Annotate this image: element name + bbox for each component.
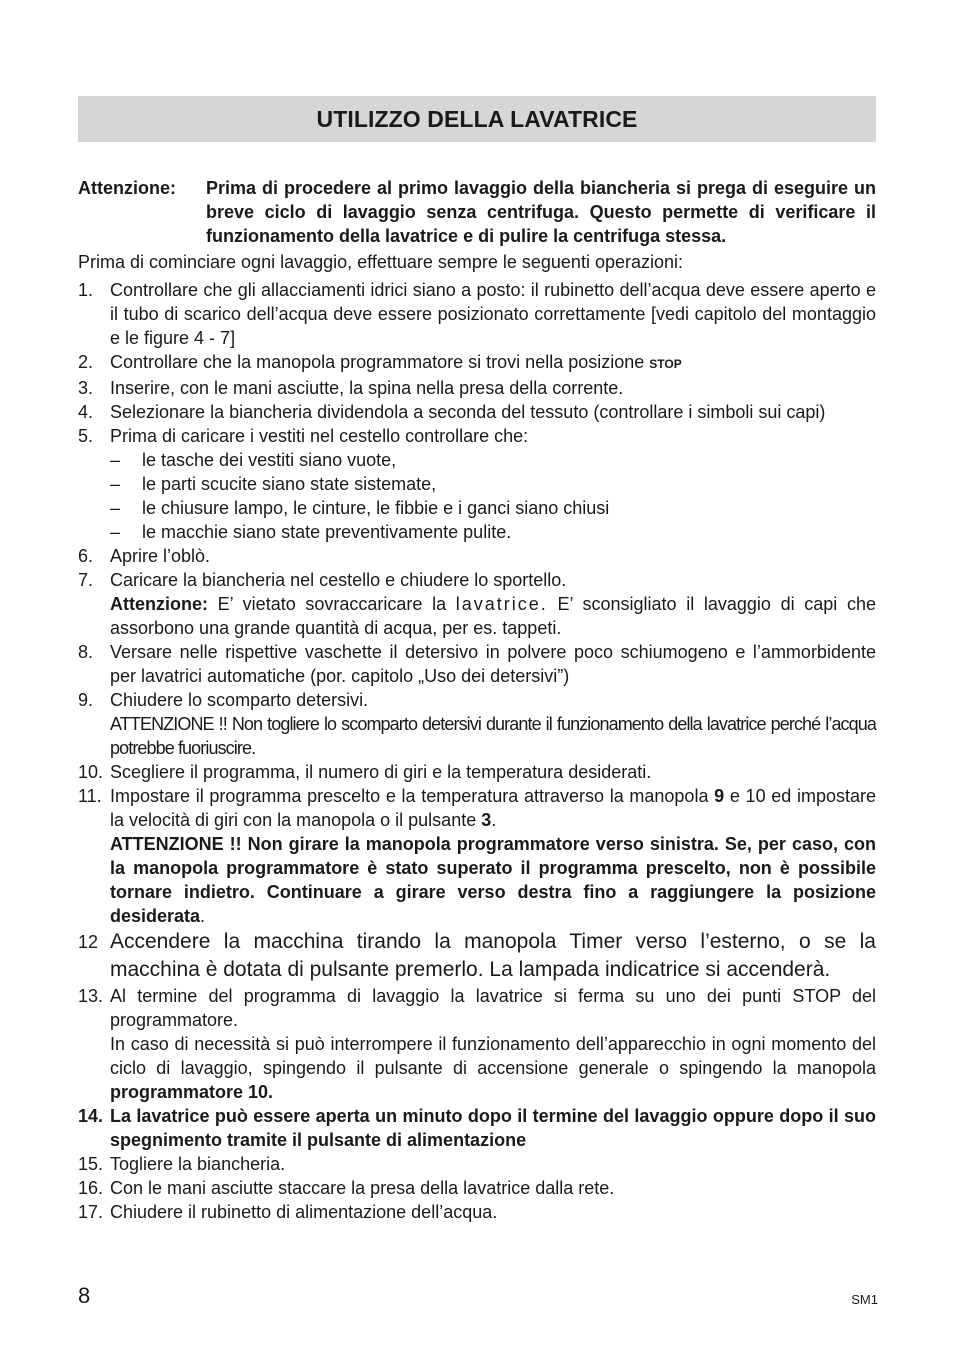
sub-list xyxy=(110,448,876,544)
steps-list xyxy=(78,278,876,1224)
list-item: 9. Chiudere lo scomparto detersivi. ATTENZIONE !! Non togliere lo scomparto detersivi durante il funzionamento della lavatrice perché l’acqua potrebbe fuoriuscire. xyxy=(78,690,876,758)
page-number: 8 xyxy=(78,1283,91,1308)
list-item: 8. Versare nelle rispettive vaschette il detersivo in polvere poco schiumogeno e l’ammorbidente per lavatrici automatiche (por. capitolo „Uso dei detersivi”) xyxy=(78,642,876,686)
list-item: 16. Con le mani asciutte staccare la presa della lavatrice dalla rete. xyxy=(78,1178,615,1198)
list-item: 17. Chiudere il rubinetto di alimentazione dell’acqua. xyxy=(78,1202,498,1222)
stop-label: STOP xyxy=(649,357,682,371)
warning-text: Prima di procedere al primo lavaggio della biancheria si prega di eseguire un breve ciclo di lavaggio senza centrifuga. Questo permette di verificare il funzionamento della lavatrice e di pulire la centrifuga stessa. xyxy=(206,178,876,246)
sub-list-item: – le parti scucite siano state sistemate, xyxy=(110,474,437,494)
sub-list-item: – le tasche dei vestiti siano vuote, xyxy=(110,450,397,470)
list-item: 2. Controllare che la manopola programmatore si trovi nella posizione STOP xyxy=(78,352,682,372)
title-bar xyxy=(78,96,876,142)
list-item: 12 Accendere la macchina tirando la manopola Timer verso l’esterno, o se la macchina è dotata di pulsante premerlo. La lampada indicatrice si accenderà. xyxy=(78,930,876,981)
list-item: 5. Prima di caricare i vestiti nel cestello controllare che: – le tasche dei vestiti siano vuote, – le parti scucite siano state sistemate, – le chiusure lampo, le cinture, le fibbie e i ganci siano chiusi – le macchie siano state preventivamente pulite. xyxy=(78,424,876,544)
list-item: 6. Aprire l’oblò. xyxy=(78,546,211,566)
list-item: 14. La lavatrice può essere aperta un minuto dopo il termine del lavaggio oppure dopo il suo spegnimento tramite il pulsante di alimentazione xyxy=(78,1106,876,1150)
step-13-note: In caso di necessità si può interrompere il funzionamento dell’apparecchio in ogni momento del ciclo di lavaggio, spingendo il pulsante di accensione generale o spingendo la manopola programmatore 10. xyxy=(110,1034,876,1102)
document-code: SM1 xyxy=(851,1292,878,1307)
step-7-note: Attenzione: E’ vietato sovraccaricare la lavatrice. E’ sconsigliato il lavaggio di capi che assorbono una grande quantità di acqua, per es. tappeti. xyxy=(110,594,877,638)
intro-text: Prima di cominciare ogni lavaggio, effettuare sempre le seguenti operazioni: xyxy=(78,252,684,272)
list-item: 13. Al termine del programma di lavaggio la lavatrice si ferma su uno dei punti STOP del programmatore. In caso di necessità si può interrompere il funzionamento dell’apparecchio in ogni momento del ciclo di lavaggio, spingendo il pulsante di accensione generale o spingendo la manopola programmatore 10. xyxy=(78,986,876,1102)
document-body xyxy=(78,176,876,1224)
sub-list-item: – le macchie siano state preventivamente pulite. xyxy=(110,522,512,542)
list-item: 11. Impostare il programma prescelto e la temperatura attraverso la manopola 9 e 10 ed impostare la velocità di giri con la manopola o il pulsante 3. ATTENZIONE !! Non girare la manopola programmatore verso sinistra. Se, per caso, con la manopola programmatore è stato superato il programma prescelto, non è possibile tornare indietro. Continuare a girare verso destra fino a raggiungere la posizione desiderata. xyxy=(78,786,877,926)
step-11-note: ATTENZIONE !! Non girare la manopola programmatore verso sinistra. Se, per caso, con la manopola programmatore è stato superato il programma prescelto, non è possibile tornare indietro. Continuare a girare verso destra fino a raggiungere la posizione desiderata. xyxy=(110,834,876,926)
sub-list-item: – le chiusure lampo, le cinture, le fibbie e i ganci siano chiusi xyxy=(110,498,610,518)
warning-label: Attenzione: xyxy=(78,178,176,198)
warning-block xyxy=(78,176,876,248)
list-item: 15. Togliere la biancheria. xyxy=(78,1154,286,1174)
list-item: 7. Caricare la biancheria nel cestello e chiudere lo sportello. Attenzione: E’ vietato sovraccaricare la lavatrice. E’ sconsigliato il lavaggio di capi che assorbono una grande quantità di acqua, per es. tappeti. xyxy=(78,570,877,638)
list-item: 1. Controllare che gli allacciamenti idrici siano a posto: il rubinetto dell’acqua deve essere aperto e il tubo di scarico dell’acqua deve essere posizionato correttamente [vedi capitolo del montaggio e le figure 4 - 7] xyxy=(78,280,876,348)
list-item: 10. Scegliere il programma, il numero di giri e la temperatura desiderati. xyxy=(78,762,652,782)
step-9-note: ATTENZIONE !! Non togliere lo scomparto detersivi durante il funzionamento della lavatrice perché l’acqua potrebbe fuoriuscire. xyxy=(110,714,876,758)
list-item: 3. Inserire, con le mani asciutte, la spina nella presa della corrente. xyxy=(78,378,624,398)
page-title: UTILIZZO DELLA LAVATRICE xyxy=(316,105,638,132)
list-item: 4. Selezionare la biancheria dividendola a seconda del tessuto (controllare i simboli sui capi) xyxy=(78,402,826,422)
page-content xyxy=(78,96,876,1224)
